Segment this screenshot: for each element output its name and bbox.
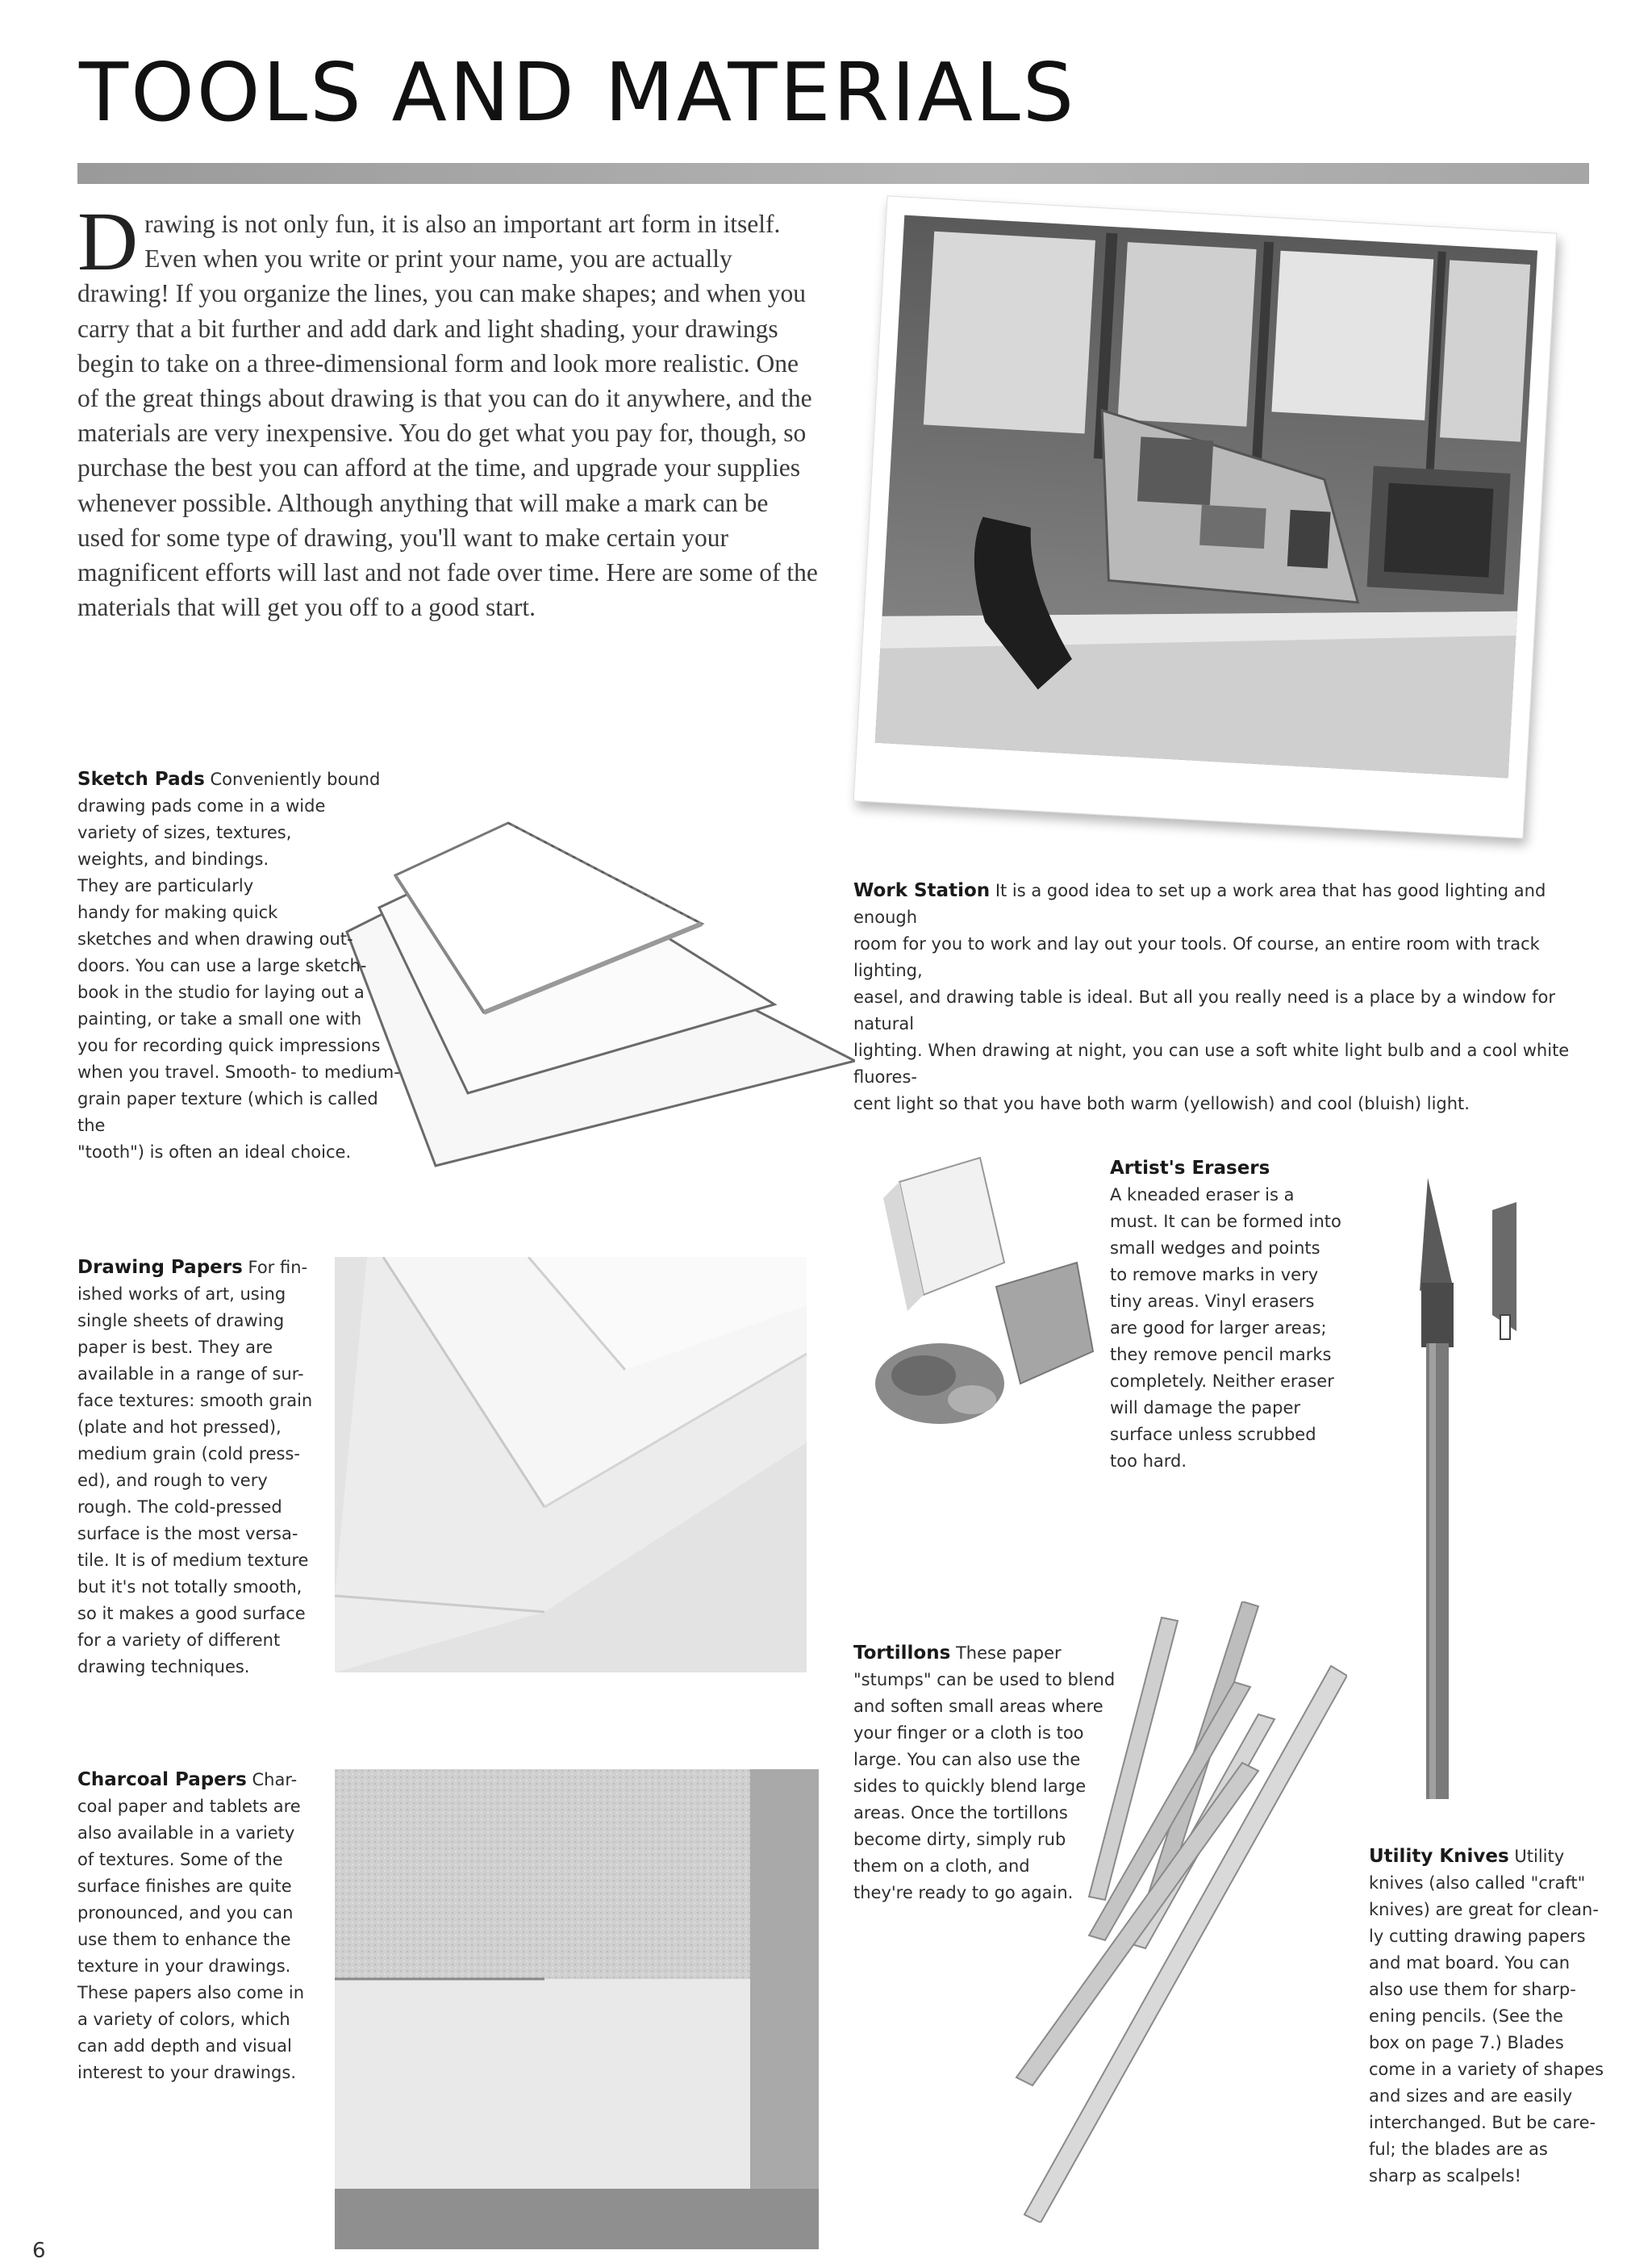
caption-heading: Work Station <box>853 880 991 901</box>
caption-line: grain paper texture (which is called the <box>77 1089 378 1135</box>
caption-line: must. It can be formed into <box>1110 1212 1341 1231</box>
caption-line: cent light so that you have both warm (yellowish) and cool (bluish) light. <box>853 1094 1470 1113</box>
caption-line: will damage the paper <box>1110 1398 1301 1417</box>
caption-line: (plate and hot pressed), <box>77 1417 282 1437</box>
caption-line: ening pencils. (See the <box>1369 2006 1563 2026</box>
caption-line: areas. Once the tortillons <box>853 1803 1068 1822</box>
caption-line: handy for making quick <box>77 903 278 922</box>
sketch-pads-illustration <box>323 819 855 1174</box>
caption-line: These paper <box>955 1643 1062 1663</box>
caption-line: they're ready to go again. <box>853 1883 1074 1902</box>
caption-line: It is a good idea to set up a work area that has good lighting and enough <box>853 881 1546 927</box>
caption-line: Conveniently bound <box>210 770 381 789</box>
caption-line: surface is the most versa- <box>77 1524 298 1543</box>
charcoal-papers-photo <box>335 1769 819 2249</box>
page-title: TOOLS AND MATERIALS <box>79 45 1077 140</box>
caption-line: but it's not totally smooth, <box>77 1577 302 1597</box>
caption-line: are good for larger areas; <box>1110 1318 1327 1338</box>
utility-knife-photo <box>1371 1170 1533 1815</box>
caption-line: so it makes a good surface <box>77 1604 306 1623</box>
caption-line: they remove pencil marks <box>1110 1345 1332 1364</box>
caption-line: knives (also called "craft" <box>1369 1873 1586 1893</box>
caption-line: also use them for sharp- <box>1369 1980 1576 1999</box>
caption-work-station <box>853 878 1604 1117</box>
caption-line: when you travel. Smooth- to medium- <box>77 1063 400 1082</box>
intro-paragraph <box>77 195 820 624</box>
caption-line: surface finishes are quite <box>77 1877 292 1896</box>
caption-line: tiny areas. Vinyl erasers <box>1110 1292 1315 1311</box>
caption-line: your finger or a cloth is too <box>853 1723 1084 1743</box>
caption-heading: Charcoal Papers <box>77 1769 247 1790</box>
caption-line: of textures. Some of the <box>77 1850 283 1869</box>
caption-line: interchanged. But be care- <box>1369 2113 1596 2132</box>
caption-line: and mat board. You can <box>1369 1953 1571 1973</box>
caption-line: a variety of colors, which <box>77 2010 290 2029</box>
caption-line: "stumps" can be used to blend <box>853 1670 1116 1689</box>
caption-heading: Drawing Papers <box>77 1257 243 1278</box>
caption-line: become dirty, simply rub <box>853 1830 1066 1849</box>
caption-line: knives) are great for clean- <box>1369 1900 1599 1919</box>
caption-line: These papers also come in <box>77 1983 305 2002</box>
caption-line: room for you to work and lay out your tools. Of course, an entire room with track lighting, <box>853 934 1540 980</box>
caption-line: For fin- <box>248 1258 308 1277</box>
drop-cap: D <box>77 195 139 288</box>
erasers-photo <box>843 1150 1121 1472</box>
caption-artists-erasers <box>1110 1155 1376 1475</box>
caption-line: Char- <box>252 1770 298 1789</box>
caption-line: easel, and drawing table is ideal. But all you really need is a place by a window for natural <box>853 987 1555 1033</box>
caption-line: paper is best. They are <box>77 1338 273 1357</box>
caption-line: sharp as scalpels! <box>1369 2166 1521 2186</box>
caption-heading: Tortillons <box>853 1643 951 1664</box>
caption-line: and sizes and are easily <box>1369 2086 1573 2106</box>
caption-line: sketches and when drawing out- <box>77 929 353 949</box>
caption-line: can add depth and visual <box>77 2036 292 2056</box>
caption-line: ed), and rough to very <box>77 1471 268 1490</box>
caption-line: tile. It is of medium texture <box>77 1551 309 1570</box>
caption-tortillons <box>853 1640 1120 1906</box>
caption-line: completely. Neither eraser <box>1110 1371 1334 1391</box>
caption-line: to remove marks in very <box>1110 1265 1319 1284</box>
caption-line: lighting. When drawing at night, you can use a soft white light bulb and a cool white fluores- <box>853 1041 1570 1087</box>
caption-heading: Artist's Erasers <box>1110 1158 1270 1179</box>
caption-line: face textures: smooth grain <box>77 1391 313 1410</box>
caption-line: pronounced, and you can <box>77 1903 294 1923</box>
caption-line: come in a variety of shapes <box>1369 2060 1604 2079</box>
page-number: 6 <box>32 2239 46 2263</box>
caption-line: book in the studio for laying out a <box>77 983 365 1002</box>
caption-line: them on a cloth, and <box>853 1856 1030 1876</box>
caption-line: single sheets of drawing <box>77 1311 285 1330</box>
caption-line: available in a range of sur- <box>77 1364 304 1384</box>
caption-line: surface unless scrubbed <box>1110 1425 1316 1444</box>
caption-utility-knives <box>1369 1843 1611 2190</box>
caption-line: Utility <box>1514 1847 1565 1866</box>
caption-line: coal paper and tablets are <box>77 1797 301 1816</box>
caption-line: for a variety of different <box>77 1630 281 1650</box>
caption-line: box on page 7.) Blades <box>1369 2033 1564 2052</box>
caption-line: and soften small areas where <box>853 1697 1103 1716</box>
caption-line: "tooth") is often an ideal choice. <box>77 1142 352 1162</box>
caption-line: interest to your drawings. <box>77 2063 296 2082</box>
caption-line: doors. You can use a large sketch- <box>77 956 367 975</box>
caption-line: drawing pads come in a wide <box>77 796 326 816</box>
caption-line: rough. The cold-pressed <box>77 1497 282 1517</box>
caption-line: medium grain (cold press- <box>77 1444 300 1463</box>
caption-line: use them to enhance the <box>77 1930 291 1949</box>
drawing-papers-photo <box>335 1257 807 1672</box>
caption-line: small wedges and points <box>1110 1238 1320 1258</box>
caption-line: large. You can also use the <box>853 1750 1081 1769</box>
intro-text: rawing is not only fun, it is also an important art form in itself. Even when you write or print your name, you are actually drawing! If you organize the lines, you can make shapes; and when you carry that a bit further and add dark and light shading, your drawings begin to take on a three-dimensional form and look more realistic. One of the great things about drawing is that you can do it anywhere, and the materials are very inexpensive. You do get what you pay for, though, so purchase the best you can afford at the time, and upgrade your supplies whenever possible. Although anything that will make a mark can be used for some type of drawing, you'll want to make certain your magnificent efforts will last and not fade over time. Here are some of the materials that will get you off to a good start. <box>77 210 818 622</box>
caption-line: variety of sizes, textures, <box>77 823 292 842</box>
caption-charcoal-papers <box>77 1767 336 2086</box>
title-rule <box>77 163 1589 184</box>
caption-line: They are particularly <box>77 876 254 896</box>
caption-sketch-pads <box>77 766 400 1166</box>
caption-line: weights, and bindings. <box>77 850 269 869</box>
caption-line: drawing techniques. <box>77 1657 250 1676</box>
caption-line: you for recording quick impressions <box>77 1036 381 1055</box>
caption-line: ished works of art, using <box>77 1284 286 1304</box>
caption-heading: Utility Knives <box>1369 1846 1509 1867</box>
caption-line: too hard. <box>1110 1451 1187 1471</box>
caption-line: A kneaded eraser is a <box>1110 1185 1295 1204</box>
caption-line: sides to quickly blend large <box>853 1776 1087 1796</box>
caption-line: texture in your drawings. <box>77 1956 291 1976</box>
work-station-photo <box>853 195 1558 838</box>
caption-drawing-papers <box>77 1255 336 1680</box>
caption-line: ly cutting drawing papers <box>1369 1927 1586 1946</box>
caption-heading: Sketch Pads <box>77 769 205 790</box>
caption-line: also available in a variety <box>77 1823 295 1843</box>
caption-line: painting, or take a small one with <box>77 1009 362 1029</box>
caption-line: ful; the blades are as <box>1369 2140 1548 2159</box>
